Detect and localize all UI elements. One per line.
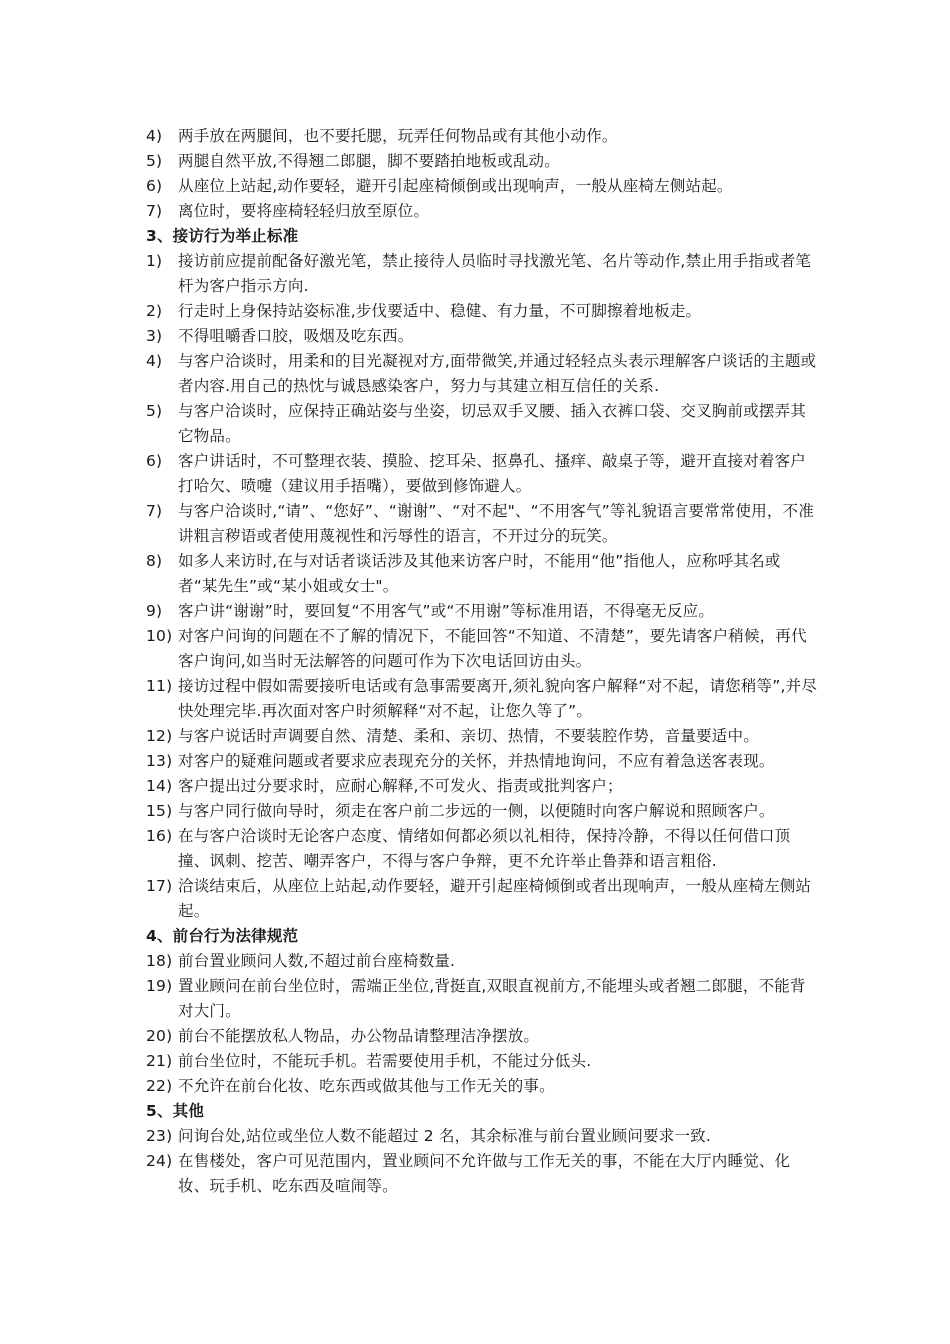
list-item-text: 从座位上站起,动作要轻，避开引起座椅倾倒或出现响声，一般从座椅左侧站起。 [178,177,733,195]
list-item-text: 与客户洽谈时，用柔和的目光凝视对方,面带微笑,并通过轻轻点头表示理解客户谈话的主题或者内容.用自己的热忱与诚恳感染客户，努力与其建立相互信任的关系. [178,352,817,395]
list-item [146,674,818,724]
list-item-number: 24) [146,1152,173,1170]
list-item-number: 5) [146,402,163,420]
list-item-number: 18) [146,952,173,970]
list-item [146,199,818,224]
list-item-number: 7) [146,502,163,520]
list-item-text: 前台坐位时，不能玩手机。若需要使用手机，不能过分低头. [178,1052,592,1070]
list-item-number: 3) [146,327,163,345]
list-item-number: 21) [146,1052,173,1070]
list-item-number: 8) [146,552,163,570]
list-item-number: 4) [146,127,163,145]
list-item [146,1049,818,1074]
list-item-text: 不允许在前台化妆、吃东西或做其他与工作无关的事。 [178,1077,555,1095]
list-item-number: 9) [146,602,163,620]
list-item-text: 两手放在两腿间，也不要托腮，玩弄任何物品或有其他小动作。 [178,127,618,145]
list-item-text: 行走时上身保持站姿标准,步伐要适中、稳健、有力量，不可脚擦着地板走。 [178,302,702,320]
list-item-number: 17) [146,877,173,895]
list-item [146,324,818,349]
list-item-text: 客户讲“谢谢”时，要回复“不用客气”或“不用谢”等标准用语，不得毫无反应。 [178,602,715,620]
list-item [146,249,818,299]
list-item-text: 洽谈结束后，从座位上站起,动作要轻，避开引起座椅倾倒或者出现响声，一般从座椅左侧站起。 [178,877,812,920]
list-item-number: 20) [146,1027,173,1045]
list-item-number: 14) [146,777,173,795]
list-item-number: 23) [146,1127,173,1145]
list-item-text: 前台不能摆放私人物品，办公物品请整理洁净摆放。 [178,1027,540,1045]
list-item-number: 6) [146,452,163,470]
list-item [146,974,818,1024]
list-item-text: 前台置业顾问人数,不超过前台座椅数量. [178,952,456,970]
list-item-text: 接访过程中假如需要接听电话或有急事需要离开,须礼貌向客户解释“对不起，请您稍等”,并尽快处理完毕.再次面对客户时须解释“对不起，让您久等了”。 [178,677,818,720]
list-item-text: 客户提出过分要求时，应耐心解释,不可发火、指责或批判客户； [178,777,623,795]
list-item-number: 2) [146,302,163,320]
list-item-text: 对客户的疑难问题或者要求应表现充分的关怀，并热情地询问，不应有着急送客表现。 [178,752,775,770]
list-item [146,824,818,874]
list-item [146,149,818,174]
list-item-number: 16) [146,827,173,845]
list-item-number: 22) [146,1077,173,1095]
list-item [146,724,818,749]
list-item-number: 11) [146,677,173,695]
list-item-text: 在售楼处，客户可见范围内，置业顾问不允许做与工作无关的事，不能在大厅内睡觉、化妆、玩手机、吃东西及喧闹等。 [178,1152,791,1195]
list-item-text: 两腿自然平放,不得翘二郎腿，脚不要踏拍地板或乱动。 [178,152,560,170]
list-item [146,549,818,599]
list-item [146,499,818,549]
list-item-number: 5) [146,152,163,170]
list-item-number: 1) [146,252,163,270]
list-item [146,449,818,499]
list-item-text: 在与客户洽谈时无论客户态度、情绪如何都必须以礼相待，保持冷静，不得以任何借口顶撞、讽刺、挖苦、嘲弄客户，不得与客户争辩，更不允许举止鲁莽和语言粗俗. [178,827,791,870]
list-item-text: 离位时，要将座椅轻轻归放至原位。 [178,202,430,220]
list-item-number: 6) [146,177,163,195]
list-item [146,1024,818,1049]
list-item [146,774,818,799]
list-item-text: 与客户洽谈时，应保持正确站姿与坐姿，切忌双手叉腰、插入衣裤口袋、交叉胸前或摆弄其它物品。 [178,402,807,445]
list-item-text: 对客户问询的问题在不了解的情况下，不能回答“不知道、不清楚”，要先请客户稍候，再代客户询问,如当时无法解答的问题可作为下次电话回访由头。 [178,627,807,670]
list-item [146,124,818,149]
list-item [146,399,818,449]
list-item [146,1149,818,1199]
list-item-text: 与客户洽谈时,“请”、“您好”、“谢谢”、“对不起"、“不用客气”等礼貌语言要常常使用，不准讲粗言秽语或者使用蔑视性和污辱性的语言，不开过分的玩笑。 [178,502,815,545]
list-item-number: 7) [146,202,163,220]
list-item-text: 接访前应提前配备好激光笔，禁止接待人员临时寻找激光笔、名片等动作,禁止用手指或者笔杆为客户指示方向. [178,252,812,295]
list-item-text: 与客户同行做向导时，须走在客户前二步远的一侧，以便随时向客户解说和照顾客户。 [178,802,775,820]
list-item [146,1124,818,1149]
list-item [146,1074,818,1099]
list-item-number: 19) [146,977,173,995]
list-item [146,174,818,199]
list-item [146,874,818,924]
list-item [146,949,818,974]
list-item-number: 12) [146,727,173,745]
document-body [146,124,818,1199]
list-item [146,624,818,674]
list-item [146,599,818,624]
list-item-text: 客户讲话时，不可整理衣装、摸脸、挖耳朵、抠鼻孔、搔痒、敲桌子等，避开直接对着客户打哈欠、喷嚏（建议用手捂嘴），要做到修饰避人。 [178,452,807,495]
list-item-text: 如多人来访时,在与对话者谈话涉及其他来访客户时，不能用“他”指他人，应称呼其名或者“某先生”或“某小姐或女士"。 [178,552,781,595]
list-item-number: 10) [146,627,173,645]
section-heading: 4、前台行为法律规范 [146,927,299,945]
list-item [146,749,818,774]
list-item-number: 4) [146,352,163,370]
list-item-text: 不得咀嚼香口胶，吸烟及吃东西。 [178,327,414,345]
list-item-text: 置业顾问在前台坐位时，需端正坐位,背挺直,双眼直视前方,不能埋头或者翘二郎腿，不能背对大门。 [178,977,806,1020]
list-item-number: 13) [146,752,173,770]
list-item-text: 问询台处,站位或坐位人数不能超过 2 名，其余标准与前台置业顾问要求一致. [178,1127,711,1145]
list-item [146,799,818,824]
section-heading: 5、其他 [146,1102,205,1120]
section-heading: 3、接访行为举止标准 [146,227,299,245]
list-item-text: 与客户说话时声调要自然、清楚、柔和、亲切、热情，不要装腔作势，音量要适中。 [178,727,759,745]
list-item [146,349,818,399]
list-item-number: 15) [146,802,173,820]
list-item [146,299,818,324]
